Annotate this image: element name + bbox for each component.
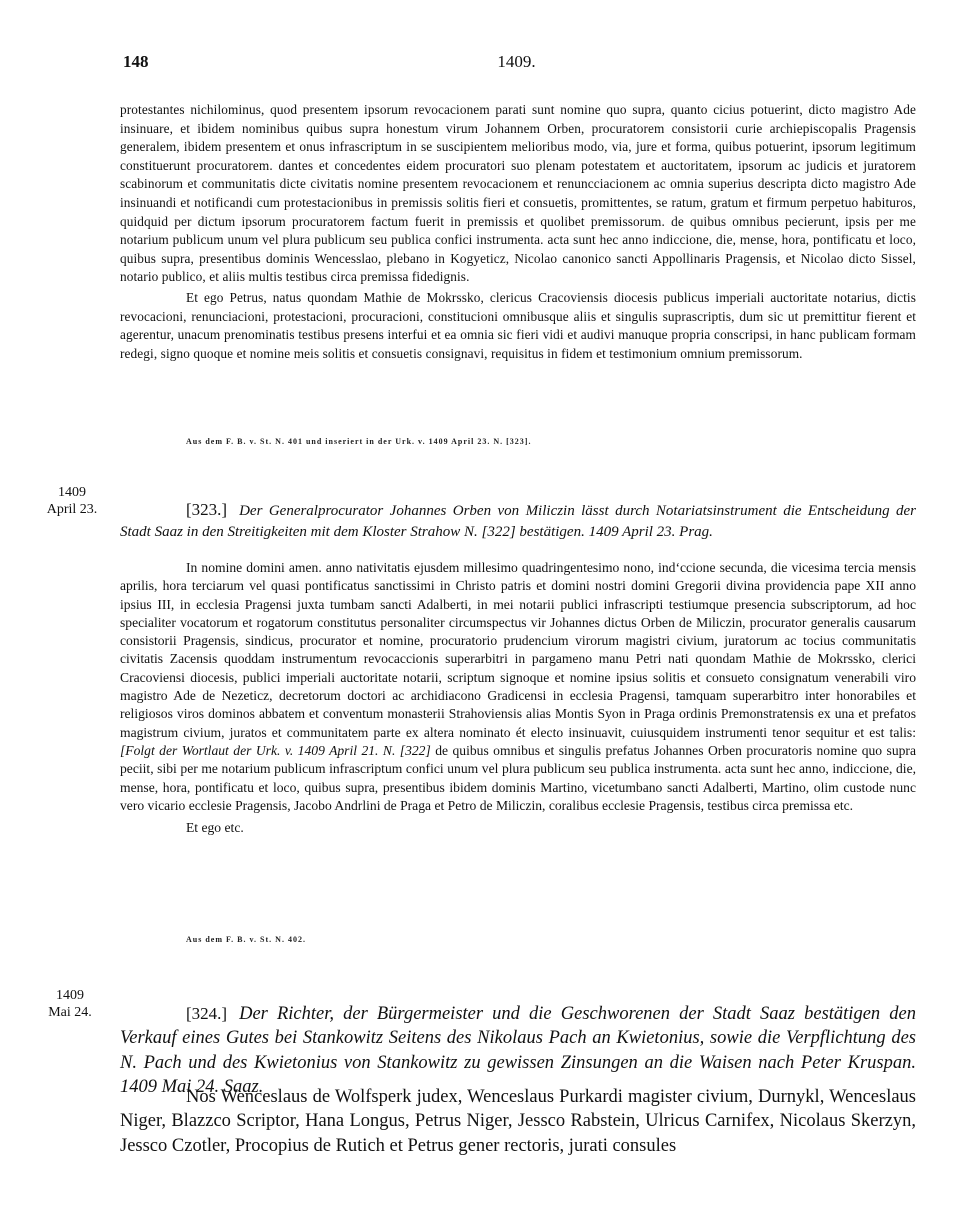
document-text (120, 1085, 916, 1158)
page-header (120, 52, 913, 76)
margin-date (38, 987, 102, 1021)
margin-day: Mai 24. (48, 1005, 92, 1020)
paragraph: protestantes nichilominus, quod presentem ipsorum revocacionem parati sunt nomine quo supra, quanto cicius potuerint, dicto magistro Ade insinuare, et ibidem nominibus quibus supra honestum virum Johannem Orben, procuratorem consistorii curie archiepiscopalis Pragensis generalem, ibidem presentem et onus infrascriptum in se suscipientem melioribus modo, via, jure et forma, quibus potuerint, ipsorum legitimum constituerunt procuratorem. dantes et concedentes eidem procuratori suo plenam potestatem et auctoritatem, ipsorum ac judicis et juratorem scabinorum et communitatis dicte civitatis nomine presentem revocacionem et renuncciacionem ac omnia superius descripta dicto magistro Ade insinuandi et notificandi cum protestacionibus in premissis solitis fieri et consuetis, promittentes, se ratum, gratum et firmum perpetuo habituros, quidquid per dictum ipsorum procuratorem factum fuerit in premissis et quolibet premissorum. de quibus omnibus pecierunt, ipsis per me notarium publicum unum vel plura publicum seu publica confici instrumenta. acta sunt hec anno indiccione, die, mense, hora, pontificatu et loco, quibus supra, presentibus dominis Wencesslao, plebano in Kogyeticz, Nicolao canonico sancti Appollinaris Pragensis, et Nicolao dicto Sissel, notario publico, et aliis multis testibus circa premissa fidedignis. (120, 102, 916, 285)
regest-text: Der Richter, der Bürgermeister und die Geschworenen der Stadt Saaz bestätigen den Verkauf eines Gutes bei Stankowitz Seitens des Nikolaus Pach an Kwietonius, sowie die Verpflichtung des N. Pach und des Kwietonius von Stankowitz zu gewissen Zinsungen an die Waisen nach Peter Kruspan. 1409 Mai 24. Saaz. (120, 1003, 916, 1097)
paragraph (120, 559, 916, 815)
source-note: Aus dem F. B. v. St. N. 402. (186, 935, 306, 944)
regest-text: Der Generalprocurator Johannes Orben von Miliczin lässt durch Notariatsinstrument die Entscheidung der Stadt Saaz in den Streitigkeiten mit dem Kloster Strahow N. [322] bestätigen. 1409 April 23. Prag. (120, 503, 916, 540)
margin-year: 1409 (58, 485, 86, 500)
margin-date (40, 484, 104, 518)
paragraph: Nos Wenceslaus de Wolfsperk judex, Wenceslaus Purkardi magister civium, Durnykl, Wenceslaus Niger, Blazzco Scriptor, Hana Longus, Petrus Niger, Jessco Rabstein, Ulricus Carnifex, Nicolaus Skerzyn, Jessco Czotler, Procopius de Rutich et Petrus gener rectoris, jurati consules (120, 1087, 916, 1156)
margin-day: April 23. (46, 502, 98, 517)
document-number: [323.] (186, 500, 228, 519)
source-note: Aus dem F. B. v. St. N. 401 und inseriert in der Urk. v. 1409 April 23. N. [323]. (186, 437, 532, 446)
margin-year: 1409 (56, 988, 84, 1003)
page-number: 148 (123, 52, 149, 71)
text-segment: de quibus omnibus et singulis prefatus Johannes Orben procuratoris nomine quo supra peciit, sibi per me notarium publicum infrascriptum confici unum vel plura publicum seu publica instrumenta. acta sunt hec anno, indiccione, die, mense, hora, pontificatu et loco, quibus supra, presentibus ibidem dominis Martino, vicetumbano sancti Adalberti, Martino, olim custode nunc vero vicario ecclesie Pragensis, Jacobo Andrlini de Praga et Petro de Miliczin, coralibus ecclesie Pragensis, testibus circa premissa etc. (120, 742, 916, 813)
editorial-insert: [Folgt der Wortlaut der Urk. v. 1409 April 21. N. [322] (120, 742, 431, 758)
continued-document-text (120, 101, 916, 363)
closing-formula: Et ego etc. (186, 820, 244, 836)
document-number: [324.] (186, 1003, 228, 1023)
document-regest (120, 499, 916, 543)
text-segment: In nomine domini amen. anno nativitatis ejusdem millesimo quadringentesimo nono, ind‘ccione secunda, die vicesima tercia mensis aprilis, hora terciarum vel quasi pontificatus sanctissimi in Christo patris et domini nostri domini Gregorii divina providencia pape XII anno ipsius III, in ecclesia Pragensi juxta tumbam sancti Adalberti, in mei notarii publici infrascripti testiumque presencia subscriptorum, ad hoc specialiter vocatorum et rogatorum constitutus personaliter circumspectus vir Johannes dictus Orben de Miliczin, procurator generalis causarum consistorii Pragensis, sindicus, procurator et nomine, procuratorio prudencium virorum magistri civium, juratorum ac tocius communitatis civitatis Zacensis quoddam instrumentum revocaccionis superarbitri in pargameno manu Petri nati quondam Mathie de Mokrssko, clerici Cracoviensi diocesis, publici imperiali auctoritate notarii, scriptum signoque et nomine ipsius solitis et consueto consignatum venerabili viro magistro Ade de Nezeticz, decretorum doctori ac archidiacono Gradicensi in ecclesia Pragensi, tamquam superarbitro inter honorabiles et religiosos viros dominos abbatem et conventum monasterii Strahoviensis alias Montis Syon in Praga ordinis Premonstratensis ex una et prefatos magistrum civium, juratos et communitatem parte ex altera nominato ét electo insinuavit, cuiusquidem instrumenti tenor sequitur et est talis: (120, 560, 916, 740)
running-head-year: 1409. (497, 52, 536, 71)
notary-attestation: Et ego Petrus, natus quondam Mathie de Mokrssko, clericus Cracoviensis diocesis publicus imperiali auctoritate notarius, dictis revocacioni, renunciacioni, protestacioni, procuracioni, constitucioni omnibusque aliis et singulis suprascriptis, dum sic ut premittitur fierent et agerentur, unacum prenominatis testibus presens interfui et ea omnia sic fieri vidi et audivi manuque propria conscripsi, in hanc publicam formam redegi, signo quoque et nomine meis solitis et consuetis consignavi, requisitus in fidem et testimonium omnium premissorum. (120, 289, 916, 361)
document-text (120, 559, 916, 851)
